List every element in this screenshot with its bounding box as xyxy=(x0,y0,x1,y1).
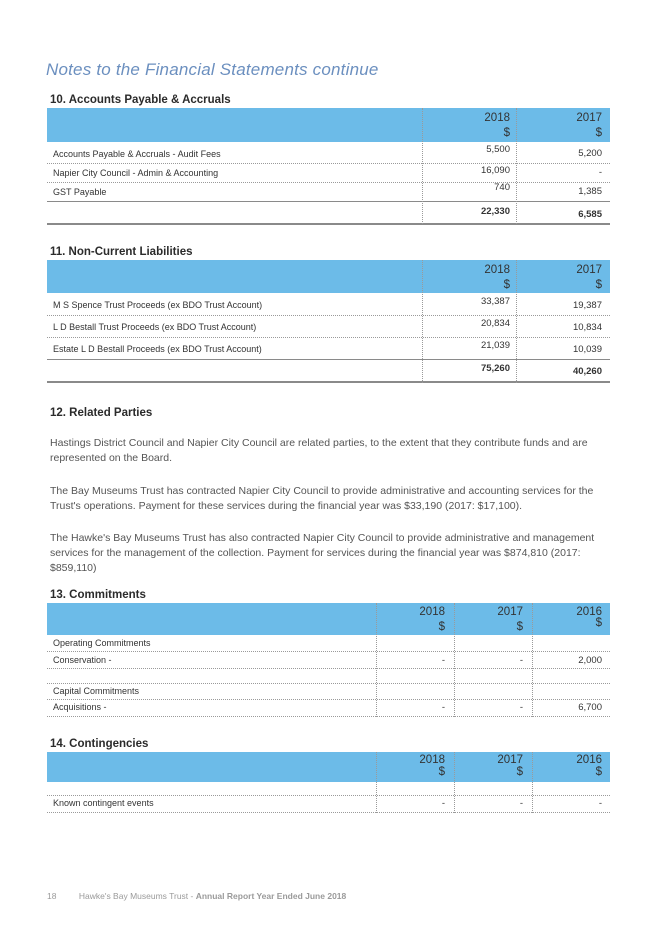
value-2018: 5,500 xyxy=(486,144,510,155)
column-divider xyxy=(532,752,533,813)
row-label: Accounts Payable & Accruals - Audit Fees xyxy=(53,149,221,159)
footer-report-title: Annual Report Year Ended June 2018 xyxy=(195,891,347,901)
currency-2018-header: $ xyxy=(503,279,510,291)
currency-2018-header: $ xyxy=(438,621,445,633)
total-row xyxy=(47,360,610,383)
column-divider xyxy=(532,603,533,717)
table-row xyxy=(47,338,610,360)
year-2017-header: 2017 xyxy=(497,754,523,766)
row-label: L D Bestall Trust Proceeds (ex BDO Trust Account) xyxy=(53,322,257,332)
value-2017: - xyxy=(519,702,523,713)
section-14-header xyxy=(47,752,610,782)
page-footer xyxy=(47,891,346,901)
row-label: Known contingent events xyxy=(53,798,154,808)
year-2018-header: 2018 xyxy=(419,606,445,618)
row-label: Conservation - xyxy=(53,655,112,665)
row-label: Acquisitions - xyxy=(53,702,107,712)
column-divider xyxy=(516,108,517,224)
table-row xyxy=(47,652,610,669)
column-divider xyxy=(454,752,455,813)
table-row xyxy=(47,782,610,796)
page-number: 18 xyxy=(47,891,57,901)
year-2016-header: 2016 xyxy=(576,606,602,618)
value-2017: 10,039 xyxy=(572,344,602,355)
related-parties-paragraph: The Hawke's Bay Museums Trust has also contracted Napier City Council to provide administrative and management services for the management of the collection. Payment for services during the financial year was $874,810 (2017: $859,110) xyxy=(50,532,595,574)
value-2018: 20,834 xyxy=(480,318,510,329)
value-2016: 6,700 xyxy=(578,702,602,713)
total-2018: 22,330 xyxy=(480,206,510,217)
table-row xyxy=(47,182,610,202)
table-row xyxy=(47,796,610,813)
related-parties-paragraph: Hastings District Council and Napier City Council are related parties, to the extent that they contribute funds and are represented on the Board. xyxy=(50,437,588,464)
table-row xyxy=(47,635,610,652)
currency-2017-header: $ xyxy=(516,766,523,778)
column-divider xyxy=(376,752,377,813)
section-11-header xyxy=(47,260,610,293)
total-2017: 40,260 xyxy=(572,366,602,377)
value-2017: - xyxy=(519,798,523,809)
row-label: GST Payable xyxy=(53,187,107,197)
value-2018: - xyxy=(441,702,445,713)
table-row xyxy=(47,669,610,684)
year-2018-header: 2018 xyxy=(484,112,510,124)
table-row xyxy=(47,144,610,164)
value-2017: 5,200 xyxy=(578,148,602,159)
footer-org: Hawke's Bay Museums Trust - xyxy=(78,891,196,901)
table-row xyxy=(47,163,610,183)
related-parties-paragraph: The Bay Museums Trust has contracted Napier City Council to provide administrative and accounting services for the Trust's operations. Payment for these services during the financial year was $33,190 (2017: $17,100). xyxy=(50,485,594,512)
value-2016: - xyxy=(598,798,602,809)
value-2017: - xyxy=(519,655,523,666)
section-10-title: 10. Accounts Payable & Accruals xyxy=(50,94,231,106)
section-12-title: 12. Related Parties xyxy=(50,407,153,419)
value-2018: 33,387 xyxy=(480,296,510,307)
row-label: Estate L D Bestall Proceeds (ex BDO Trust Account) xyxy=(53,344,262,354)
year-2017-header: 2017 xyxy=(576,264,602,276)
section-14-title: 14. Contingencies xyxy=(50,738,149,750)
section-13-header xyxy=(47,603,610,635)
column-divider xyxy=(516,260,517,383)
value-2018: - xyxy=(441,655,445,666)
section-11-title: 11. Non-Current Liabilities xyxy=(50,246,193,258)
currency-2017-header: $ xyxy=(595,279,602,291)
table-row xyxy=(47,294,610,316)
currency-2018-header: $ xyxy=(503,127,510,139)
currency-2016-header: $ xyxy=(595,766,602,778)
value-2018: 21,039 xyxy=(480,340,510,351)
currency-2017-header: $ xyxy=(595,127,602,139)
value-2018: 16,090 xyxy=(480,165,510,176)
column-divider xyxy=(422,108,423,224)
currency-2018-header: $ xyxy=(438,766,445,778)
table-row xyxy=(47,684,610,700)
currency-2016-header: $ xyxy=(595,617,602,629)
value-2017: 19,387 xyxy=(572,300,602,311)
column-divider xyxy=(422,260,423,383)
column-divider xyxy=(376,603,377,717)
row-label: Capital Commitments xyxy=(53,686,140,696)
section-13-title: 13. Commitments xyxy=(50,589,146,601)
page-title: Notes to the Financial Statements continue xyxy=(46,60,379,79)
total-2017: 6,585 xyxy=(578,209,602,220)
value-2016: 2,000 xyxy=(578,655,602,666)
row-label: Operating Commitments xyxy=(53,638,151,648)
year-2017-header: 2017 xyxy=(576,112,602,124)
value-2017: 10,834 xyxy=(572,322,602,333)
year-2017-header: 2017 xyxy=(497,606,523,618)
year-2018-header: 2018 xyxy=(419,754,445,766)
value-2018: - xyxy=(441,798,445,809)
section-10-header xyxy=(47,108,610,142)
year-2016-header: 2016 xyxy=(576,754,602,766)
column-divider xyxy=(454,603,455,717)
row-label: Napier City Council - Admin & Accounting xyxy=(53,168,219,178)
value-2017: 1,385 xyxy=(578,186,602,197)
table-row xyxy=(47,316,610,338)
row-label: M S Spence Trust Proceeds (ex BDO Trust Account) xyxy=(53,300,263,310)
currency-2017-header: $ xyxy=(516,621,523,633)
total-row xyxy=(47,201,610,225)
year-2018-header: 2018 xyxy=(484,264,510,276)
table-row xyxy=(47,700,610,717)
value-2017: - xyxy=(598,167,602,178)
value-2018: 740 xyxy=(494,182,510,193)
total-2018: 75,260 xyxy=(480,363,510,374)
